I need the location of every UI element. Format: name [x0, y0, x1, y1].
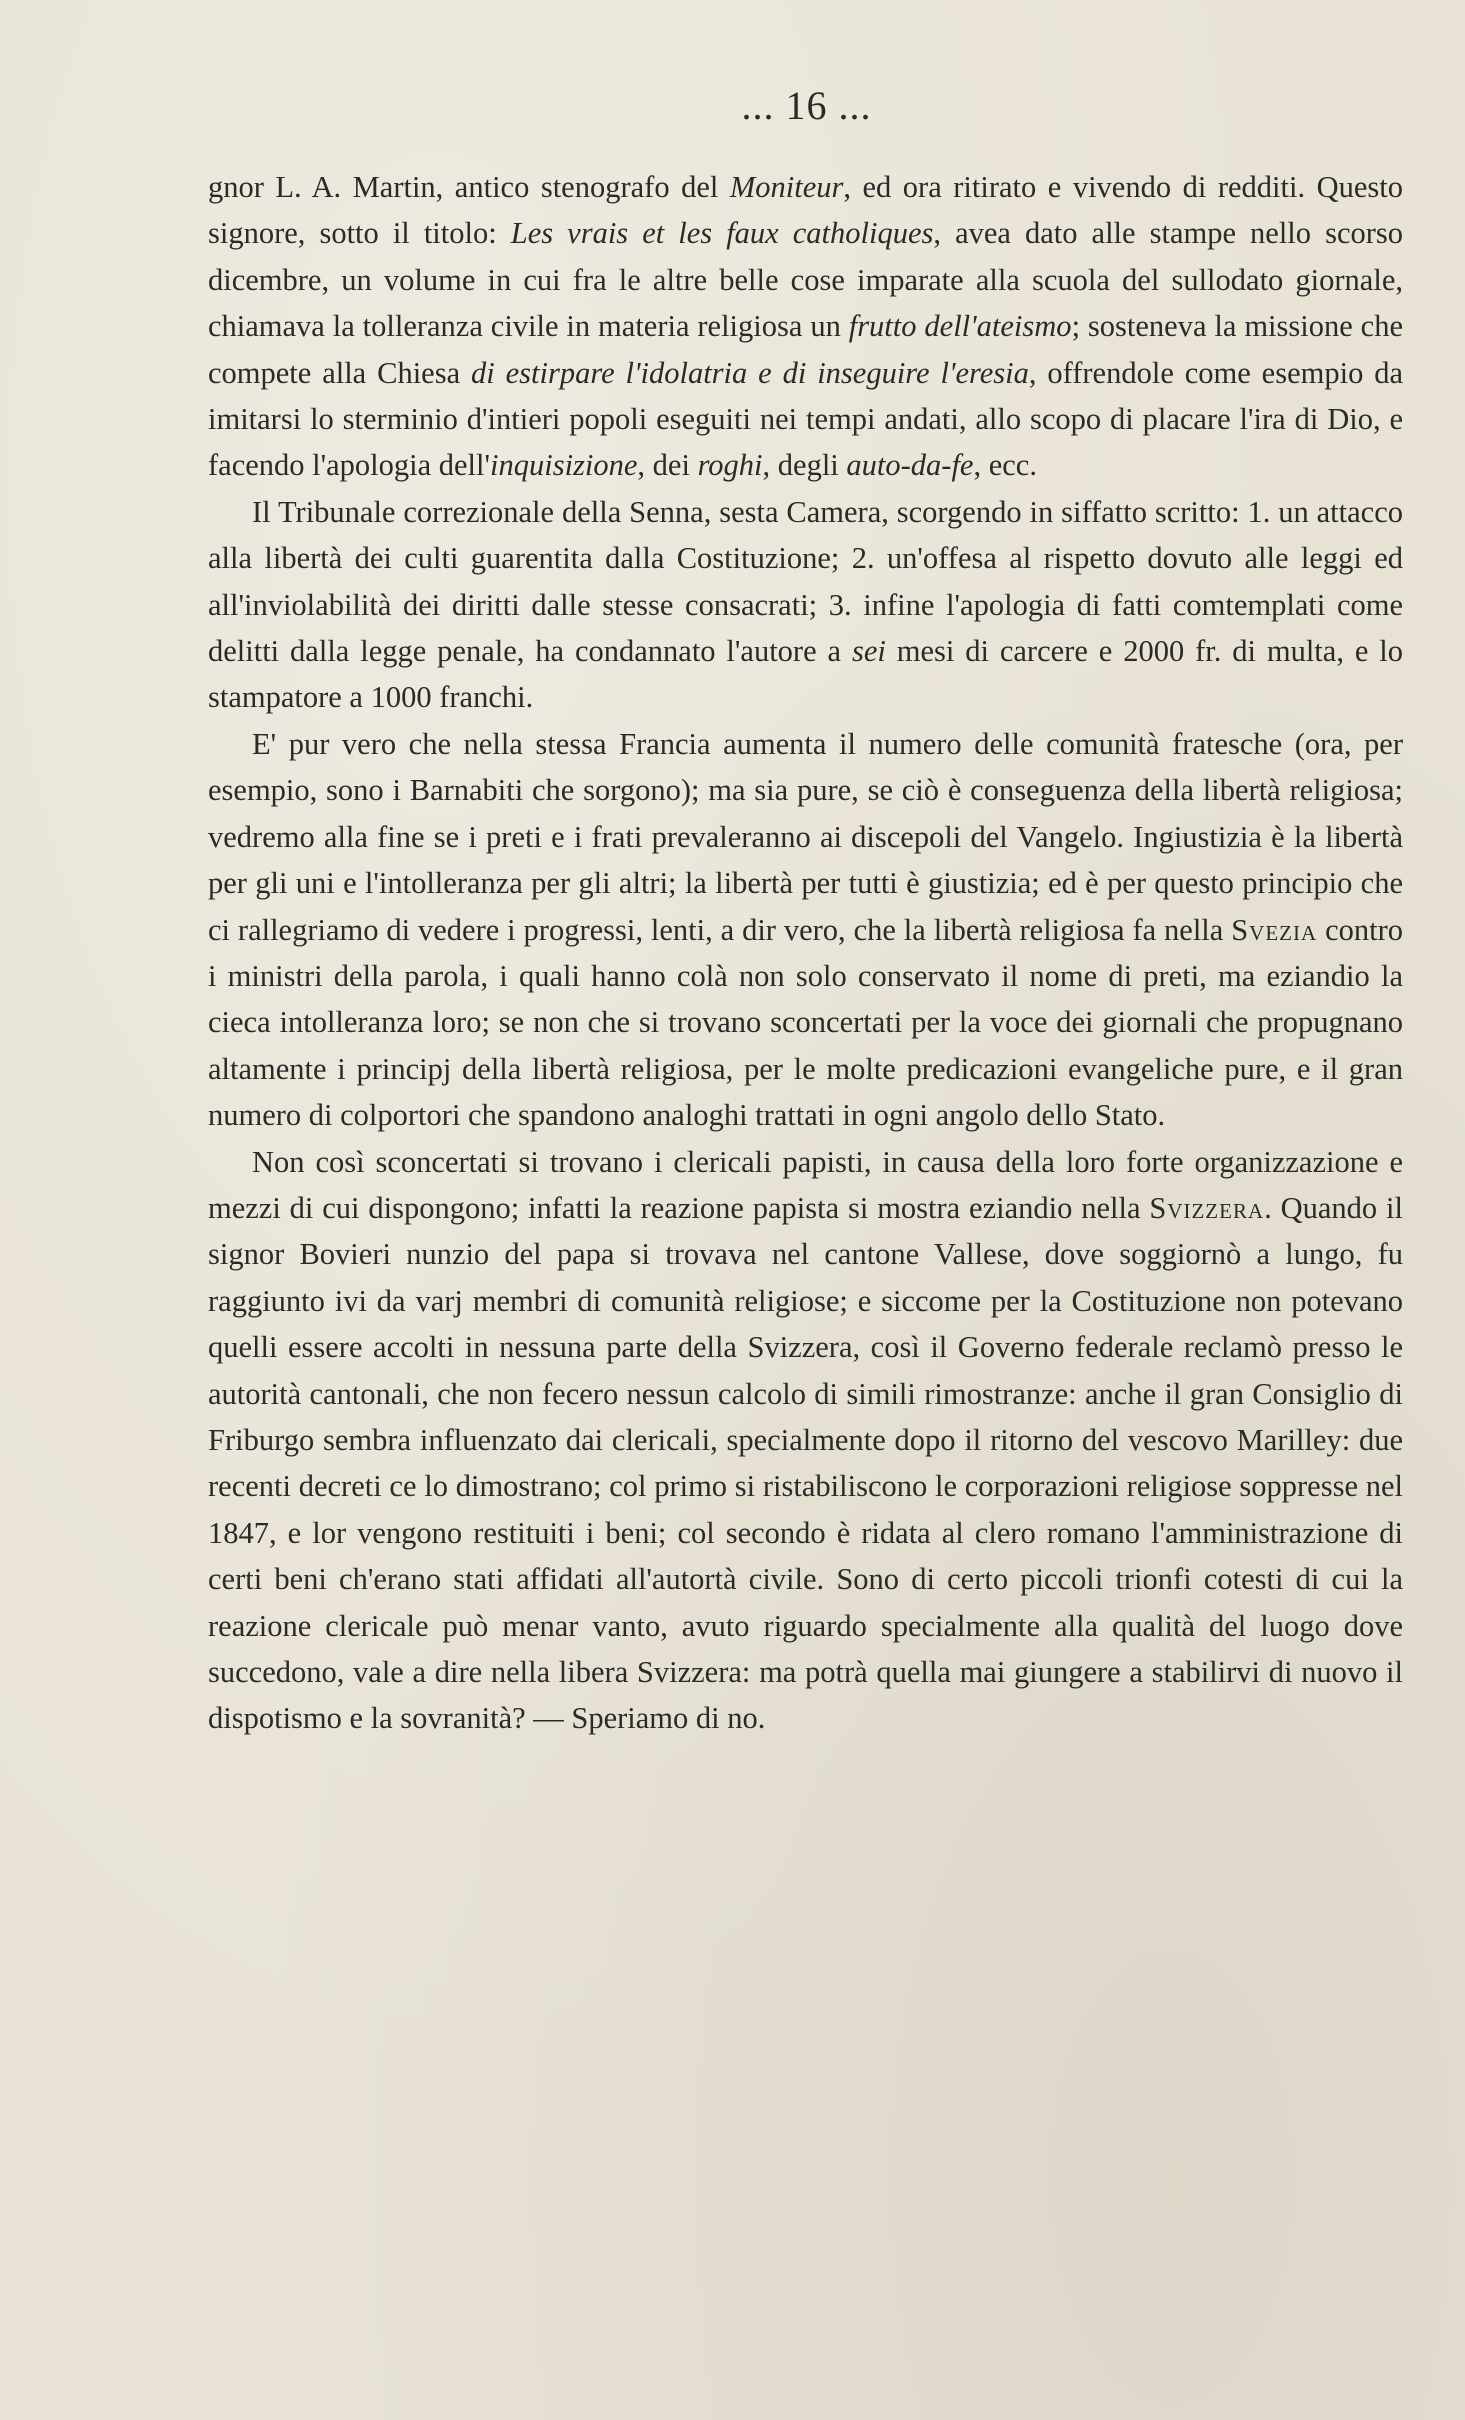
- body-text: [208, 164, 1403, 1742]
- text-run: , ecc.: [973, 448, 1037, 483]
- text-run: , avea dato alle stampe nello scorso dicembre, un volume in cui fra le altre belle cose imparate alla scuola del sullodato giornale, chiamava la tolleranza civile in materia religiosa un: [208, 216, 1404, 344]
- text-run: , offrendole come esempio da imitarsi lo sterminio d'intieri popoli eseguiti nei tempi andati, allo scopo di placare l'ira di Dio, e facendo l'apologia dell': [208, 355, 1403, 483]
- text-run: E' pur vero che nella stessa Francia aumenta il numero delle comunità fratesche (ora, per esempio, sono i Barnabiti che sorgono); ma sia pure, se ciò è conseguenza della libertà religiosa; vedremo alla fine se i preti e i frati prevaleranno ai discepoli del Vangelo. Ingiustizia è la libertà per gli uni e l'intolleranza per gli altri; la libertà per tutti è giustizia; ed è per questo principio che ci rallegriamo di vedere i progressi, lenti, a dir vero, che la libertà religiosa fa nella: [208, 726, 1403, 947]
- italic-run: roghi: [697, 448, 763, 483]
- text-run: Non così sconcertati si trovano i clericali papisti, in causa della loro forte organizzazione e mezzi di cui dispongono; infatti la reazione papista si mostra eziandio nella: [208, 1144, 1403, 1225]
- text-run: , degli: [762, 448, 847, 483]
- text-run: gnor L. A. Martin, antico stenografo del: [208, 170, 730, 204]
- italic-run: inquisizione: [490, 448, 638, 483]
- italic-run: Les vrais et les faux catholiques: [510, 216, 934, 251]
- paragraph: [208, 1139, 1403, 1742]
- text-run: , ed ora ritirato e vivendo di redditi. Questo signore, sotto il titolo:: [208, 170, 1403, 251]
- italic-run: di estirpare l'idolatria e di inseguire l'eresia: [471, 355, 1029, 390]
- small-caps-run: Svezia: [1231, 912, 1318, 947]
- italic-run: Moniteur: [729, 170, 844, 204]
- text-run: ; sosteneva la missione che compete alla Chiesa: [208, 309, 1403, 390]
- paragraph: [208, 721, 1403, 1139]
- paragraph: [208, 164, 1403, 489]
- text-run: Il Tribunale correzionale della Senna, sesta Camera, scorgendo in siffatto scritto: 1. un attacco alla libertà dei culti guarentita dalla Costituzione; 2. un'offesa al rispetto dovuto alle leggi ed all'inviolabilità dei diritti dalle stesse consacrati; 3. infine l'apologia di fatti comtemplati come delitti dalla legge penale, ha condannato l'autore a: [208, 494, 1403, 669]
- text-run: mesi di carcere e 2000 fr. di multa, e lo stampatore a 1000 franchi.: [208, 634, 1403, 715]
- text-run: . Quando il signor Bovieri nunzio del papa si trovava nel cantone Vallese, dove soggiornò a lungo, fu raggiunto ivi da varj membri di comunità religiose; e siccome per la Costituzione non potevano quelli essere accolti in nessuna parte della Svizzera, così il Governo federale reclamò presso le autorità cantonali, che non fecero nessun calcolo di simili rimostranze: anche il gran Consiglio di Friburgo sembra influenzato dai clericali, specialmente dopo il ritorno del vescovo Marilley: due recenti decreti ce lo dimostrano; col primo si ristabiliscono le corporazioni religiose soppresse nel 1847, e lor vengono restituiti i beni; col secondo è ridata al clero romano l'amministrazione di certi beni ch'erano stati affidati all'autortà civile. Sono di certo piccoli trionfi cotesti di cui la reazione clericale può menar vanto, avuto riguardo specialmente alla qualità del luogo dove succedono, vale a dire nella libera Svizzera: ma potrà quella mai giungere a stabilirvi di nuovo il dispotismo e la sovranità? — Speriamo di no.: [208, 1190, 1403, 1736]
- italic-run: auto-da-fe: [846, 448, 974, 483]
- italic-run: frutto dell'ateismo: [848, 309, 1072, 344]
- small-caps-run: Svizzera: [1149, 1190, 1265, 1225]
- paragraph: [208, 489, 1403, 721]
- page-number: ... 16 ...: [741, 83, 872, 128]
- text-run: contro i ministri della parola, i quali hanno colà non solo conservato il nome di preti, ma eziandio la cieca intolleranza loro; se non che si trovano sconcertati per la voce dei giornali che propugnano altamente i principj della libertà religiosa, per le molte predicazioni evangeliche pure, e il gran numero di colportori che spandono analoghi trattati in ogni angolo dello Stato.: [208, 912, 1403, 1133]
- italic-run: sei: [851, 634, 886, 669]
- text-run: , dei: [637, 448, 698, 483]
